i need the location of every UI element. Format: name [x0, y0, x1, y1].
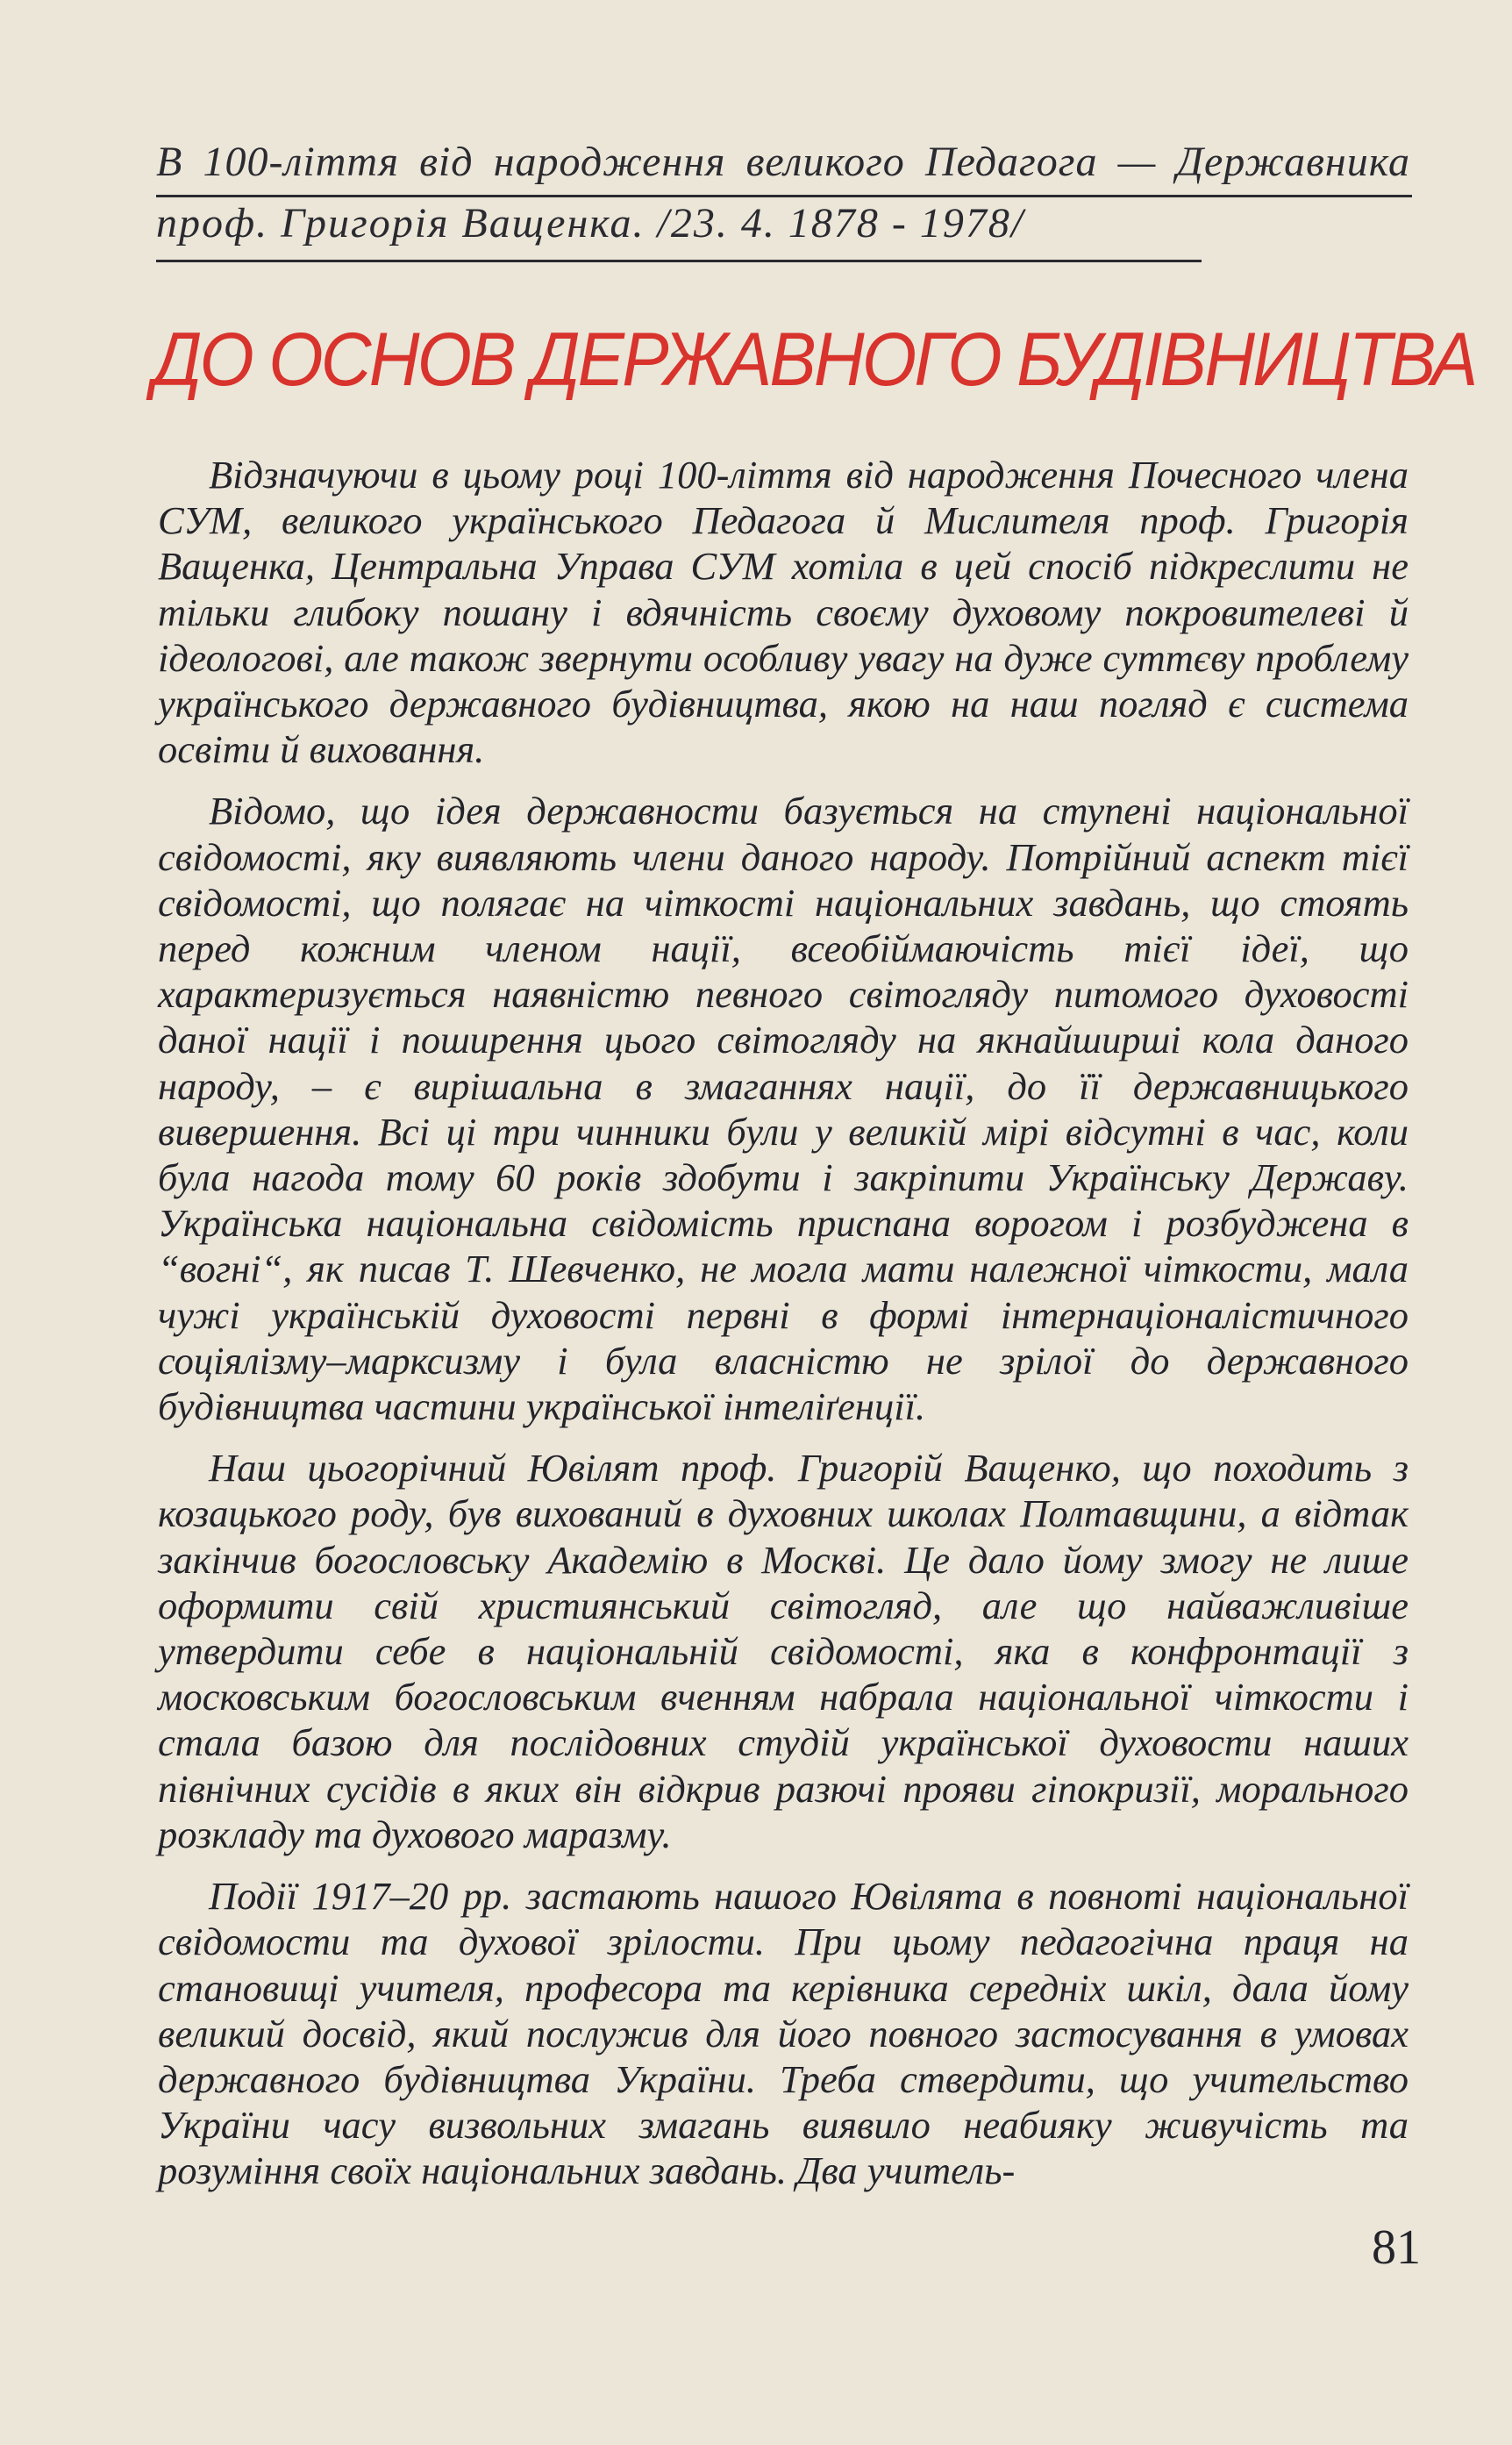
page-number: 81: [1372, 2220, 1421, 2275]
article-body: [158, 452, 1409, 2210]
dedication-line-1: В 100-ліття від народження великого Педагога — Державника: [156, 139, 1410, 185]
paragraph-4: Події 1917–20 рр. застають нашого Ювілята в повноті національної свідомости та духової зрілости. При цьому педагогічна праця на становищі учителя, професора та керівника середніх шкіл, дала йому великий досвід, який послужив для його повного застосування в умовах державного будівництва України. Треба ствердити, що учительство України часу визвольних змагань виявило неабияку живучість та розуміння своїх національних завдань. Два учитель-: [158, 1874, 1409, 2193]
dedication-rule-long: [156, 195, 1412, 197]
dedication-line-2: проф. Григорія Ващенка. /23. 4. 1878 - 1978/: [156, 200, 1025, 247]
dedication: [156, 132, 1410, 254]
paragraph-1: Відзначуючи в цьому році 100-ліття від народження Почесного члена СУМ, великого українського Педагога й Мислителя проф. Григорія Ващенка, Центральна Управа СУМ хотіла в цей спосіб підкреслити не тільки глибоку пошану і вдячність своєму духовому покровителеві й ідеологові, але також звернути особливу увагу на дуже суттєву проблему українського державного будівництва, якою на наш погляд є система освіти й виховання.: [158, 453, 1409, 772]
dedication-rule-short: [156, 260, 1202, 262]
paragraph-3: Наш цьогорічний Ювілят проф. Григорій Ващенко, що походить з козацького роду, був вихований в духовних школах Полтавщини, а відтак закінчив богословську Академію в Москві. Це дало йому змогу не лише оформити свій християнський світогляд, але що найважливіше утвердити себе в національній свідомості, яка в конфронтації з московським богословським вченням набрала національної чіткости і стала базою для послідовних студій української духовости наших північних сусідів в яких він відкрив разючі прояви гіпокризії, морального розкладу та духового маразму.: [158, 1446, 1409, 1856]
article-title: ДО ОСНОВ ДЕРЖАВНОГО БУДІВНИЦТВА: [153, 318, 1476, 402]
paragraph-2: Відомо, що ідея державности базується на ступені національної свідомості, яку виявляють члени даного народу. Потрійний аспект тієї свідомості, що полягає на чіткості національних завдань, що стоять перед кожним членом нації, всеобіймаючість тієї ідеї, що характеризується наявністю певного світогляду питомого духовості даної нації і поширення цього світогляду на якнайширші кола даного народу, – є вирішальна в змаганнях нації, до її державницького вивершення. Всі ці три чинники були у великій мірі відсутні в час, коли була нагода тому 60 років здобути і закріпити Українську Державу. Українська національна свідомість приспана ворогом і розбуджена в “вогні“, як писав Т. Шевченко, не могла мати належної чіткости, мала чужі українській духовості первні в формі інтернаціоналістичного соціялізму–марксизму і була власністю не зрілої до державного будівництва частини української інтеліґенції.: [158, 789, 1409, 1429]
